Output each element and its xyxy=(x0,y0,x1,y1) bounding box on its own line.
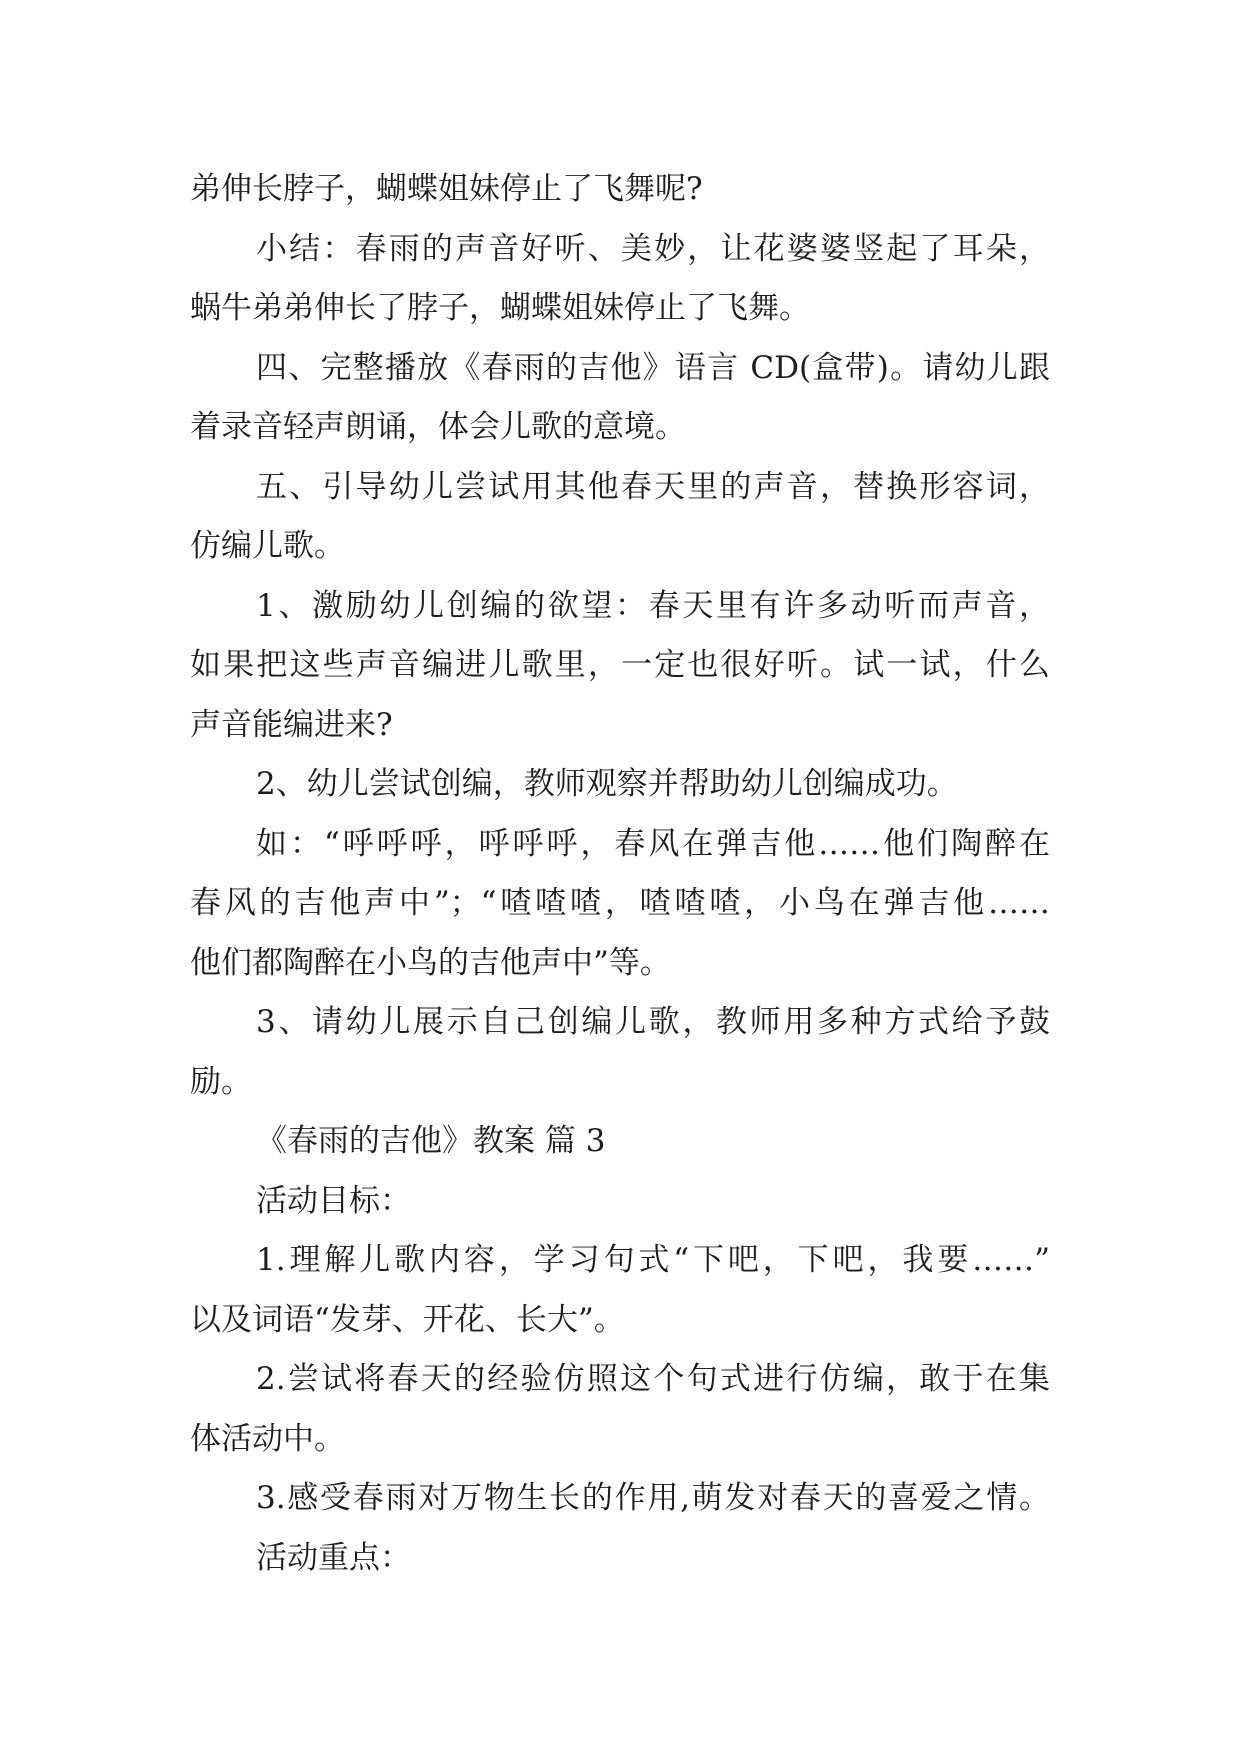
text-line-12: 如：“呼呼呼，呼呼呼，春风在弹吉他……他们陶醉在 xyxy=(256,825,1050,862)
subheading-goals: 活动目标： xyxy=(256,1182,411,1219)
text-line-1: 弟伸长脖子，蝴蝶姐妹停止了飞舞呢? xyxy=(190,171,703,207)
text-line-15: 3、请幼儿展示自己创编儿歌，教师用多种方式给予鼓 xyxy=(256,1004,1050,1040)
text-line-11: 2、幼儿尝试创编，教师观察并帮助幼儿创编成功。 xyxy=(256,766,958,802)
text-line-23: 3.感受春雨对万物生长的作用,萌发对春天的喜爱之情。 xyxy=(256,1480,1050,1516)
subheading-key-points: 活动重点： xyxy=(256,1539,411,1576)
text-line-13: 春风的吉他声中”；“喳喳喳，喳喳喳，小鸟在弹吉他…… xyxy=(190,885,1050,921)
section-heading: 《春雨的吉他》教案 篇 3 xyxy=(256,1123,606,1159)
text-line-6: 五、引导幼儿尝试用其他春天里的声音，替换形容词， xyxy=(256,468,1050,505)
text-line-8: 1、激励幼儿创编的欲望：春天里有许多动听而声音， xyxy=(256,587,1050,624)
text-line-21: 2.尝试将春天的经验仿照这个句式进行仿编，敢于在集 xyxy=(256,1361,1050,1397)
text-line-2: 小结：春雨的声音好听、美妙，让花婆婆竖起了耳朵， xyxy=(256,230,1050,267)
text-line-20: 以及词语“发芽、开花、长大”。 xyxy=(190,1301,625,1338)
text-line-3: 蜗牛弟弟伸长了脖子，蝴蝶姐妹停止了飞舞。 xyxy=(190,290,810,326)
text-line-14: 他们都陶醉在小鸟的吉他声中”等。 xyxy=(190,944,671,981)
text-line-7: 仿编儿歌。 xyxy=(190,528,345,564)
text-line-19: 1.理解儿歌内容，学习句式“下吧，下吧，我要……” xyxy=(256,1242,1050,1278)
text-line-10: 声音能编进来? xyxy=(190,706,393,743)
text-line-5: 着录音轻声朗诵，体会儿歌的意境。 xyxy=(190,409,686,445)
text-line-9: 如果把这些声音编进儿歌里，一定也很好听。试一试，什么 xyxy=(190,647,1050,683)
text-line-4: 四、完整播放《春雨的吉他》语言 CD(盒带)。请幼儿跟 xyxy=(256,349,1050,386)
text-line-22: 体活动中。 xyxy=(190,1420,345,1457)
document-body xyxy=(190,160,1050,1588)
text-line-16: 励。 xyxy=(190,1063,252,1100)
